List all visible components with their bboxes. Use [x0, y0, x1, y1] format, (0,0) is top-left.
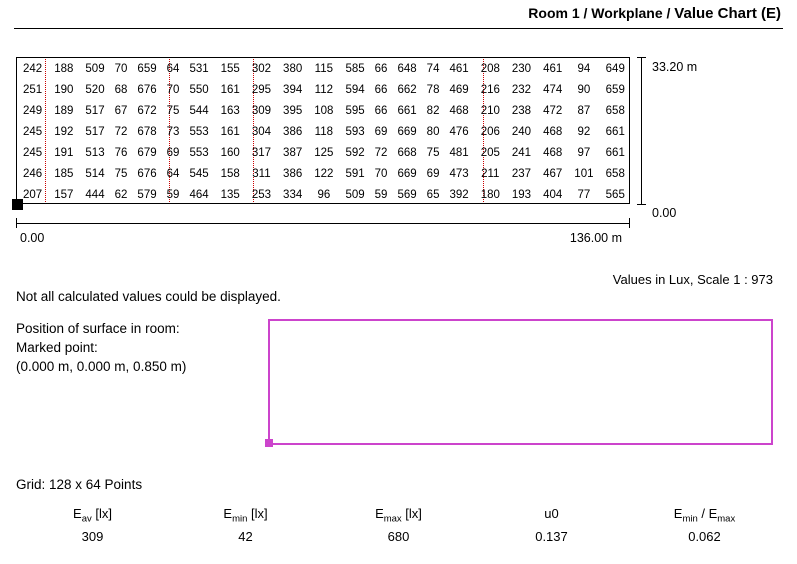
value-cell: 135: [220, 188, 240, 201]
value-cell: 467: [543, 167, 563, 180]
page-title-prefix: Room 1 / Workplane /: [528, 5, 675, 21]
value-cell: 579: [137, 188, 157, 201]
value-cell: 661: [605, 146, 625, 159]
value-cell: 395: [283, 104, 303, 117]
summary-header-cell: $E_{max}$ [lx]: [375, 506, 422, 525]
room-marked-point: [265, 439, 273, 447]
value-cell: 668: [397, 146, 417, 159]
value-cell: 210: [480, 104, 500, 117]
value-cell: 69: [166, 146, 180, 159]
table-row: [17, 58, 631, 79]
label-origin-left: 0.00: [20, 231, 45, 245]
value-table: [17, 58, 631, 205]
table-row: [17, 79, 631, 100]
label-origin-right: 0.00: [652, 206, 677, 220]
summary-table: [16, 506, 781, 544]
value-cell: 468: [543, 146, 563, 159]
value-cell: 249: [23, 104, 43, 117]
value-cell: 72: [114, 125, 128, 138]
label-room-height: 33.20 m: [652, 60, 698, 74]
horizontal-dimension: [16, 223, 630, 225]
value-cell: 468: [543, 125, 563, 138]
value-cell: 96: [317, 188, 331, 201]
value-cell: 309: [251, 104, 272, 117]
value-cell: 237: [511, 167, 532, 180]
value-cell: 245: [23, 146, 43, 159]
value-cell: 207: [23, 188, 43, 201]
value-cell: 161: [220, 125, 240, 138]
value-cell: 392: [449, 188, 469, 201]
value-cell: 386: [283, 167, 303, 180]
summary-header-cell: $E_{av}$ [lx]: [73, 506, 112, 525]
value-cell: 468: [449, 104, 469, 117]
value-cell: 108: [314, 104, 334, 117]
value-cell: 659: [605, 83, 625, 96]
value-cell: 658: [605, 104, 625, 117]
value-cell: 531: [189, 62, 209, 75]
warning-text: Not all calculated values could be displayed.: [16, 289, 281, 304]
value-cell: 474: [543, 83, 563, 96]
value-cell: 62: [114, 188, 128, 201]
value-cell: 163: [220, 104, 240, 117]
value-cell: 216: [480, 83, 500, 96]
value-cell: 678: [137, 125, 157, 138]
page-header: [0, 0, 797, 30]
value-cell: 520: [85, 83, 105, 96]
value-cell: 404: [543, 188, 563, 201]
value-cell: 544: [189, 104, 209, 117]
value-cell: 97: [577, 146, 591, 159]
value-cell: 188: [54, 62, 74, 75]
position-block: [16, 319, 186, 376]
value-cell: 595: [345, 104, 365, 117]
value-cell: 514: [85, 167, 105, 180]
value-cell: 669: [397, 167, 417, 180]
value-cell: 242: [23, 62, 43, 75]
value-cell: 387: [283, 146, 303, 159]
value-cell: 158: [220, 167, 240, 180]
value-cell: 545: [189, 167, 209, 180]
value-cell: 87: [577, 104, 591, 117]
value-cell: 161: [220, 83, 240, 96]
room-outline-shape: [268, 319, 773, 445]
header-divider: [14, 28, 783, 29]
value-cell: 476: [449, 125, 469, 138]
value-cell: 155: [220, 62, 240, 75]
value-cell: 550: [189, 83, 209, 96]
value-cell: 469: [449, 83, 469, 96]
vertical-dimension-tick-top: [637, 57, 646, 58]
vertical-dimension-tick-bottom: [637, 204, 646, 205]
value-cell: 509: [345, 188, 365, 201]
value-cell: 125: [314, 146, 334, 159]
position-line-2: Marked point:: [16, 340, 98, 355]
origin-marker: [12, 199, 23, 210]
vertical-dimension: [641, 57, 643, 205]
value-cell: 585: [345, 62, 365, 75]
value-cell: 676: [137, 83, 157, 96]
value-cell: 75: [166, 104, 180, 117]
value-cell: 230: [511, 62, 532, 75]
value-cell: 251: [23, 83, 43, 96]
label-room-width: 136.00 m: [569, 231, 622, 245]
value-cell: 669: [397, 125, 417, 138]
value-cell: 82: [426, 104, 440, 117]
summary-value-cell: 0.137: [535, 528, 568, 544]
value-cell: 80: [426, 125, 440, 138]
value-cell: 180: [480, 188, 500, 201]
vertical-dimension-bar: [641, 57, 642, 205]
value-cell: 661: [397, 104, 417, 117]
value-cell: 295: [251, 83, 272, 96]
value-cell: 90: [577, 83, 591, 96]
table-row: [17, 163, 631, 184]
value-cell: 208: [480, 62, 500, 75]
value-cell: 304: [251, 125, 272, 138]
value-cell: 658: [605, 167, 625, 180]
summary-value-row: [16, 529, 781, 544]
value-cell: 70: [166, 83, 180, 96]
value-cell: 73: [166, 125, 180, 138]
value-cell: 553: [189, 125, 209, 138]
value-cell: 473: [449, 167, 469, 180]
scale-note: Values in Lux, Scale 1 : 973: [612, 272, 773, 287]
value-cell: 101: [574, 167, 594, 180]
value-cell: 245: [23, 125, 43, 138]
value-cell: 679: [137, 146, 157, 159]
value-cell: 661: [605, 125, 625, 138]
summary-header-cell: $E_{min} / E_{max}$: [673, 506, 736, 525]
value-cell: 72: [374, 146, 388, 159]
value-cell: 190: [54, 83, 74, 96]
value-cell: 659: [137, 62, 157, 75]
summary-value-cell: 0.062: [688, 528, 721, 544]
value-cell: 472: [543, 104, 563, 117]
value-cell: 513: [85, 146, 105, 159]
table-row: [17, 121, 631, 142]
value-cell: 92: [577, 125, 591, 138]
value-cell: 461: [449, 62, 469, 75]
value-cell: 517: [85, 125, 105, 138]
value-cell: 94: [577, 62, 591, 75]
value-cell: 191: [54, 146, 74, 159]
value-cell: 65: [426, 188, 440, 201]
value-chart-grid: [16, 57, 630, 204]
value-cell: 189: [54, 104, 74, 117]
value-cell: 565: [605, 188, 625, 201]
value-cell: 78: [426, 83, 440, 96]
value-cell: 193: [511, 188, 532, 201]
value-cell: 75: [114, 167, 128, 180]
value-cell: 648: [397, 62, 417, 75]
value-cell: 569: [397, 188, 417, 201]
value-cell: 394: [283, 83, 303, 96]
horizontal-dimension-tick-left: [16, 218, 17, 228]
value-cell: 241: [511, 146, 532, 159]
summary-value-cell: 42: [238, 528, 253, 544]
grid-note: Grid: 128 x 64 Points: [16, 477, 143, 492]
value-cell: 461: [543, 62, 563, 75]
value-cell: 185: [54, 167, 74, 180]
value-cell: 64: [166, 62, 180, 75]
horizontal-dimension-tick-right: [629, 218, 630, 228]
page-title-main: Value Chart (E): [674, 5, 781, 22]
value-cell: 444: [85, 188, 105, 201]
value-cell: 386: [283, 125, 303, 138]
value-cell: 593: [345, 125, 365, 138]
value-cell: 59: [166, 188, 180, 201]
value-cell: 77: [577, 188, 591, 201]
value-cell: 481: [449, 146, 469, 159]
value-cell: 66: [374, 62, 388, 75]
value-cell: 464: [189, 188, 209, 201]
value-cell: 253: [251, 188, 272, 201]
value-cell: 122: [314, 167, 334, 180]
value-cell: 74: [426, 62, 440, 75]
summary-value-cell: 309: [81, 528, 104, 544]
horizontal-dimension-bar: [16, 223, 630, 224]
value-cell: 76: [114, 146, 128, 159]
summary-value-cell: 680: [387, 528, 410, 544]
value-cell: 115: [314, 62, 334, 75]
value-cell: 334: [283, 188, 303, 201]
value-cell: 112: [314, 83, 334, 96]
value-cell: 592: [345, 146, 365, 159]
value-cell: 246: [23, 167, 43, 180]
value-cell: 68: [114, 83, 128, 96]
summary-header-cell: $E_{min}$ [lx]: [223, 506, 268, 525]
value-cell: 160: [220, 146, 240, 159]
value-cell: 553: [189, 146, 209, 159]
table-row: [17, 100, 631, 121]
value-cell: 157: [54, 188, 74, 201]
value-cell: 232: [511, 83, 532, 96]
value-cell: 662: [397, 83, 417, 96]
table-row: [17, 184, 631, 205]
value-cell: 118: [314, 125, 334, 138]
value-cell: 649: [605, 62, 625, 75]
value-cell: 69: [374, 125, 388, 138]
position-line-1: Position of surface in room:: [16, 321, 180, 336]
value-cell: 211: [481, 167, 500, 180]
summary-header-row: [16, 506, 781, 529]
value-cell: 594: [345, 83, 365, 96]
value-cell: 66: [374, 83, 388, 96]
table-row: [17, 142, 631, 163]
value-cell: 67: [114, 104, 128, 117]
value-cell: 302: [251, 62, 272, 75]
value-cell: 672: [137, 104, 157, 117]
value-cell: 517: [85, 104, 105, 117]
value-cell: 206: [480, 125, 500, 138]
value-cell: 205: [480, 146, 500, 159]
value-cell: 311: [252, 167, 271, 180]
value-cell: 591: [345, 167, 365, 180]
position-line-3: (0.000 m, 0.000 m, 0.850 m): [16, 359, 187, 374]
value-cell: 66: [374, 104, 388, 117]
value-cell: 59: [374, 188, 388, 201]
value-cell: 64: [166, 167, 180, 180]
value-cell: 238: [511, 104, 532, 117]
value-cell: 75: [426, 146, 440, 159]
value-cell: 70: [114, 62, 128, 75]
page-title: [0, 0, 781, 27]
value-cell: 192: [54, 125, 74, 138]
value-cell: 380: [283, 62, 303, 75]
value-cell: 240: [511, 125, 532, 138]
value-cell: 317: [251, 146, 272, 159]
value-cell: 70: [374, 167, 388, 180]
value-cell: 676: [137, 167, 157, 180]
value-cell: 509: [85, 62, 105, 75]
summary-header-cell: u0: [544, 506, 559, 521]
value-cell: 69: [426, 167, 440, 180]
